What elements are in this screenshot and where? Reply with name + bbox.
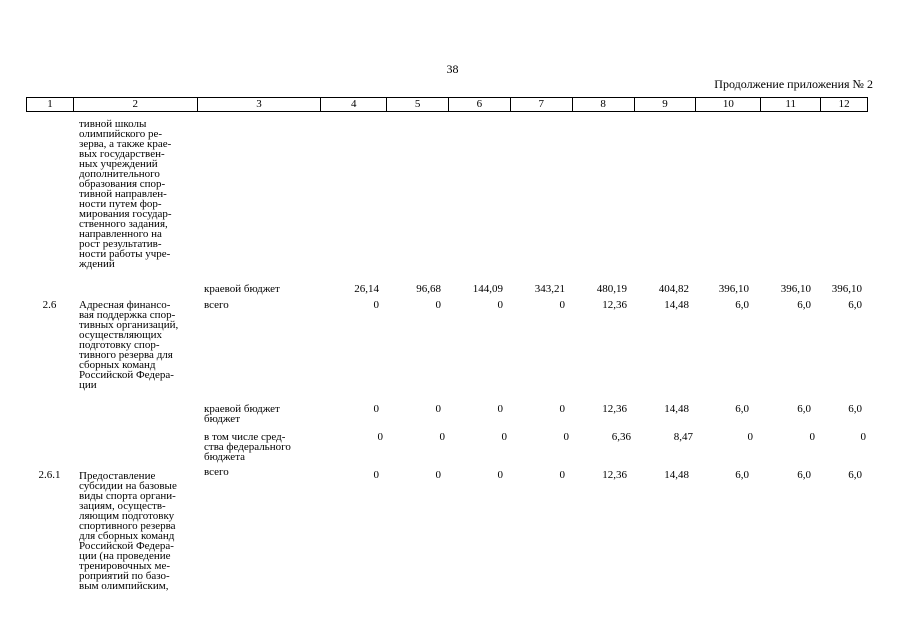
row-2-6-1-source-all: всего [204, 466, 229, 478]
value-cell: 0 [559, 469, 565, 481]
row-2-6-source-all: всего [204, 299, 229, 311]
column-header-5: 5 [387, 98, 449, 111]
value-cell: 0 [497, 299, 503, 311]
row-2-6-source-regional: краевой бюджет бюджет [204, 403, 280, 425]
value-cell: 12,36 [602, 299, 627, 311]
value-cell: 0 [497, 469, 503, 481]
column-header-8: 8 [573, 98, 635, 111]
value-cell: 12,36 [602, 403, 627, 415]
column-header-11: 11 [761, 98, 821, 111]
value-cell: 6,36 [611, 431, 631, 443]
value-cell: 0 [435, 403, 441, 415]
row-2-6-description: Адресная финансо- вая поддержка спор- тивных организаций, осуществляющих подготовку спор- тивного резерва для сборных команд Российской Федера- ции [79, 299, 179, 391]
value-cell: 0 [809, 431, 815, 443]
value-cell: 26,14 [354, 283, 379, 295]
value-cell: 0 [373, 299, 379, 311]
value-cell: 0 [860, 431, 866, 443]
continuation-label: Продолжение приложения № 2 [714, 77, 873, 91]
column-header-6: 6 [449, 98, 511, 111]
top-block-source: краевой бюджет [204, 283, 280, 295]
value-cell: 14,48 [664, 299, 689, 311]
value-cell: 0 [559, 299, 565, 311]
value-cell: 6,0 [735, 469, 749, 481]
column-header-1: 1 [27, 98, 74, 111]
value-cell: 396,10 [780, 283, 811, 295]
value-cell: 0 [435, 469, 441, 481]
value-cell: 0 [377, 431, 383, 443]
value-cell: 6,0 [735, 299, 749, 311]
value-cell: 396,10 [831, 283, 862, 295]
column-header-12: 12 [838, 98, 850, 110]
value-cell: 14,48 [664, 469, 689, 481]
value-cell: 343,21 [534, 283, 565, 295]
row-2-6-1-number: 2.6.1 [38, 469, 61, 481]
value-cell: 6,0 [735, 403, 749, 415]
table-header [26, 97, 868, 112]
row-2-6-1-description: Предоставление субсидии на базовые виды спорта органи- зациям, осуществ- ляющим подготовку спортивного резерва для сборных команд Российской Федера- ции (на проведение тренировочных ме- роприятий по базо- вым олимпийским, [79, 470, 177, 592]
value-cell: 12,36 [602, 469, 627, 481]
value-cell: 0 [563, 431, 569, 443]
value-cell: 14,48 [664, 403, 689, 415]
value-cell: 8,47 [673, 431, 693, 443]
value-cell: 0 [497, 403, 503, 415]
value-cell: 0 [747, 431, 753, 443]
value-cell: 6,0 [797, 403, 811, 415]
value-cell: 144,09 [472, 283, 503, 295]
value-cell: 0 [435, 299, 441, 311]
value-cell: 0 [559, 403, 565, 415]
value-cell: 480,19 [596, 283, 627, 295]
column-header-2: 2 [74, 98, 198, 111]
value-cell: 404,82 [658, 283, 689, 295]
page-number: 38 [446, 62, 459, 76]
value-cell: 6,0 [797, 299, 811, 311]
value-cell: 6,0 [848, 299, 862, 311]
column-header-4: 4 [321, 98, 387, 111]
top-block-description: тивной школы олимпийского ре- зерва, а также крае- вых государствен- ных учреждений дополнительного образования спор- тивной направлен- ности путем фор- мирования государ- ственного задания, направленного на рост результатив- ности работы учре- ждений [79, 118, 172, 270]
value-cell: 0 [373, 469, 379, 481]
column-header-3: 3 [198, 98, 322, 111]
value-cell: 0 [373, 403, 379, 415]
value-cell: 6,0 [848, 469, 862, 481]
value-cell: 96,68 [416, 283, 441, 295]
column-header-10: 10 [696, 98, 761, 111]
value-cell: 0 [501, 431, 507, 443]
column-header-7: 7 [511, 98, 573, 111]
column-header-9: 9 [635, 98, 697, 111]
row-2-6-source-federal: в том числе сред- ства федерального бюджета [204, 431, 291, 463]
value-cell: 6,0 [797, 469, 811, 481]
value-cell: 0 [439, 431, 445, 443]
value-cell: 396,10 [718, 283, 749, 295]
row-2-6-number: 2.6 [42, 299, 57, 311]
value-cell: 6,0 [848, 403, 862, 415]
